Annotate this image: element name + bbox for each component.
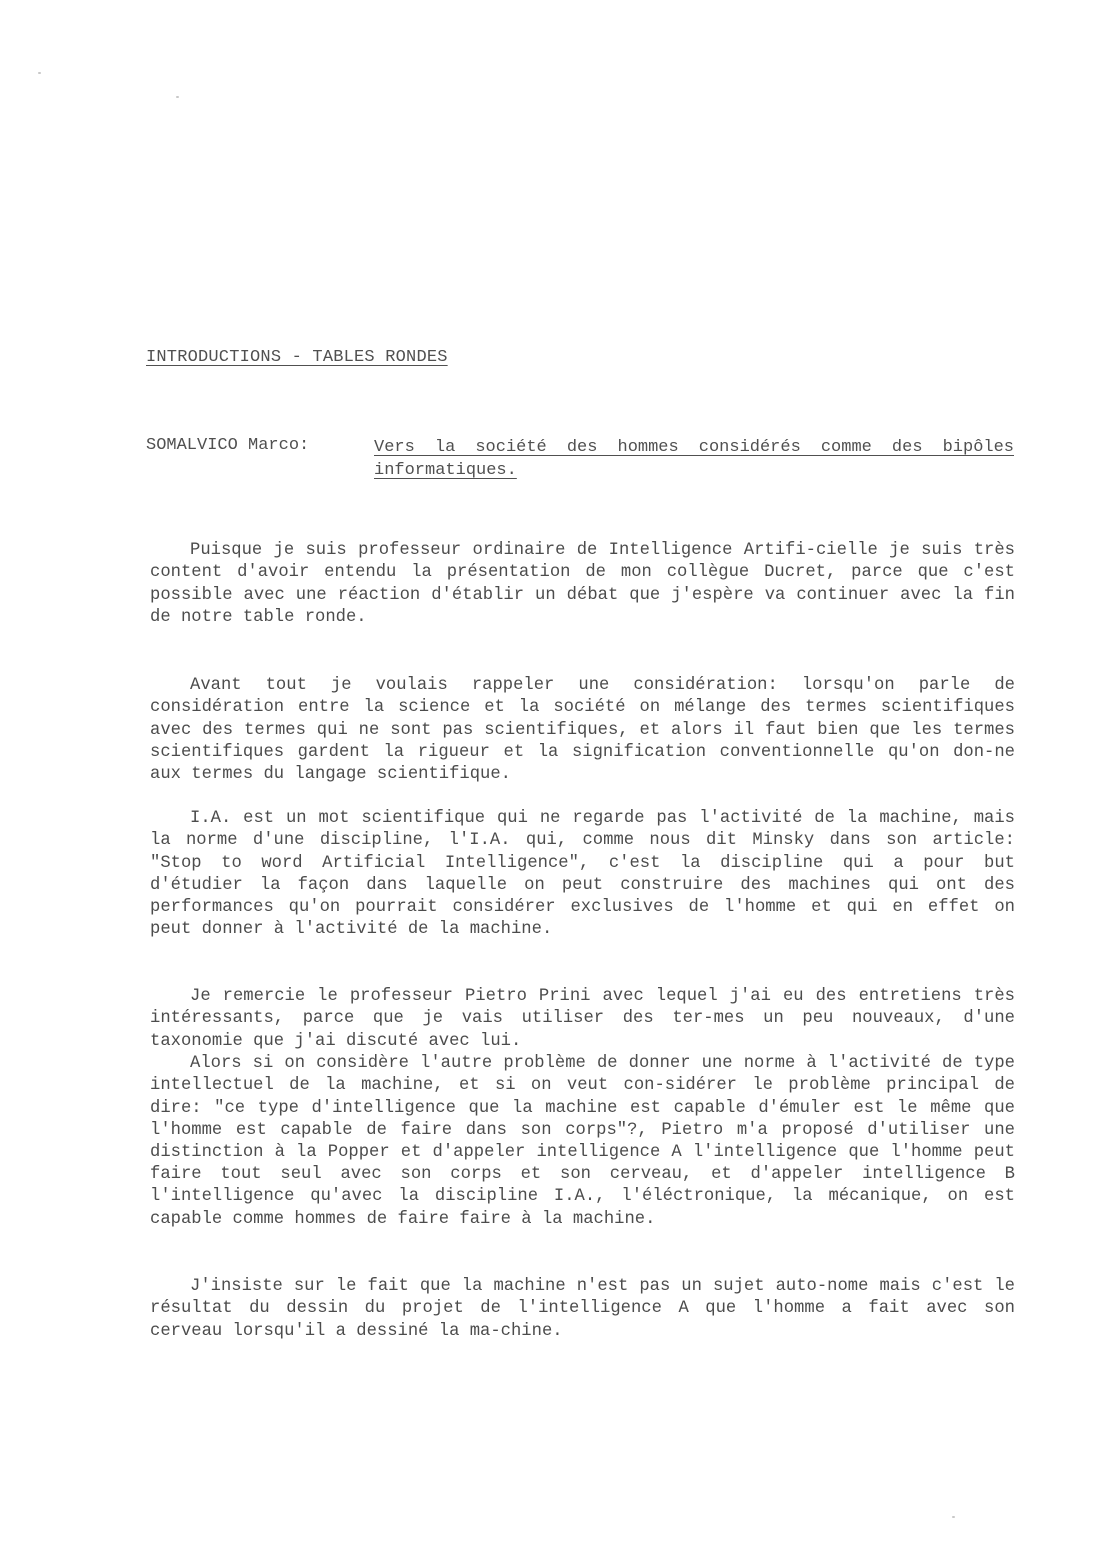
section-title: INTRODUCTIONS - TABLES RONDES <box>146 348 448 367</box>
author-name: SOMALVICO Marco: <box>146 436 310 455</box>
scan-speck <box>952 1516 955 1518</box>
body-paragraph: Je remercie le professeur Pietro Prini avec lequel j'ai eu des entretiens très intéressants, parce que je vais utiliser des ter-mes un peu nouveaux, d'une taxonomie que j'ai discuté avec lui. <box>150 987 1015 1051</box>
talk-title: Vers la société des hommes considérés comme des bipôles informatiques. <box>374 438 1014 480</box>
scan-speck <box>176 96 179 98</box>
scan-speck <box>38 72 41 74</box>
body-paragraph: Alors si on considère l'autre problème de donner une norme à l'activité de type intellectuel de la machine, et si on veut con-sidérer le problème principal de dire: "ce type d'intelligence que la machine est capable d'émuler est le même que l'homme est capable de faire dans son corps"?, Pietro m'a proposé d'utiliser une distinction à la Popper et d'appeler intelligence A l'intelligence que l'homme peut faire tout seul avec son corps et son cerveau, et d'appeler intelligence B l'intelligence qu'avec la discipline I.A., l'éléctronique, la mécanique, on est capable comme hommes de faire faire à la machine. <box>150 1054 1015 1229</box>
body-paragraph: Avant tout je voulais rappeler une considération: lorsqu'on parle de considération entre la science et la société on mélange des termes scientifiques avec des termes qui ne sont pas scientifiques, et alors il faut bien que les termes scientifiques gardent la rigueur et la signification conventionnelle qu'on don-ne aux termes du langage scientifique. <box>150 676 1015 784</box>
body-paragraph: J'insiste sur le fait que la machine n'est pas un sujet auto-nome mais c'est le résultat du dessin du projet de l'intelligence A que l'homme a fait avec son cerveau lorsqu'il a dessiné la ma-chine. <box>150 1277 1015 1341</box>
body-paragraph: I.A. est un mot scientifique qui ne regarde pas l'activité de la machine, mais la norme d'une discipline, l'I.A. qui, comme nous dit Minsky dans son article: "Stop to word Artificial Intelligence", c'est la discipline qui a pour but d'étudier la façon dans laquelle on peut construire des machines qui ont des performances qu'on pourrait considérer exclusives de l'homme et qui en effet on peut donner à l'activité de la machine. <box>150 809 1015 940</box>
body-paragraph: Puisque je suis professeur ordinaire de Intelligence Artifi-cielle je suis très content d'avoir entendu la présentation de mon collègue Ducret, parce que c'est possible avec une réaction d'établir un débat que j'espère va continuer avec la fin de notre table ronde. <box>150 541 1015 627</box>
